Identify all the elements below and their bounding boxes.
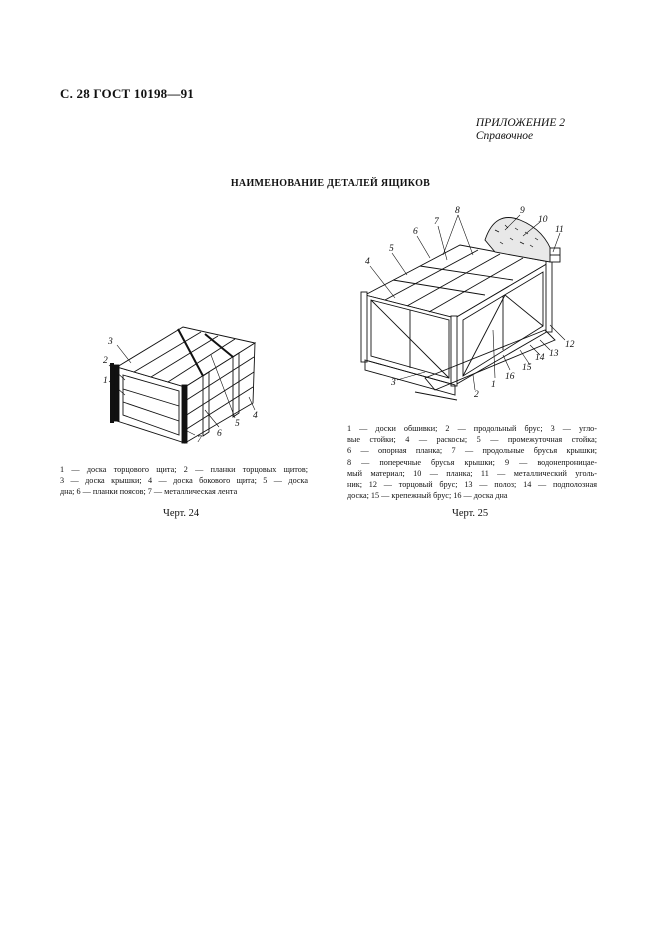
caption-line: вые стойки; 4 — раскосы; 5 — промежуточная стойка; — [347, 435, 597, 445]
appendix-block — [476, 117, 565, 143]
page-header: С. 28 ГОСТ 10198—91 — [60, 86, 194, 101]
fig24-callout-6: 6 — [217, 429, 222, 439]
section-title: НАИМЕНОВАНИЕ ДЕТАЛЕЙ ЯЩИКОВ — [230, 178, 431, 189]
fig24-callout-3: 3 — [108, 337, 113, 347]
fig24-callout-2: 2 — [103, 356, 108, 366]
fig25-callout-12: 12 — [565, 340, 575, 350]
fig25-callout-13: 13 — [549, 349, 559, 359]
caption-line: мый материал; 10 — планка; 11 — металлический уголь- — [347, 468, 597, 478]
fig25-callout-6: 6 — [413, 227, 418, 237]
fig24-callout-5: 5 — [235, 419, 240, 429]
figure-25-caption — [347, 423, 597, 501]
fig25-callout-10: 10 — [538, 215, 548, 225]
fig25-callout-3: 3 — [391, 378, 396, 388]
figure-24-label: Черт. 24 — [163, 508, 200, 519]
fig25-callout-5: 5 — [389, 244, 394, 254]
fig24-callout-1: 1 — [103, 376, 108, 386]
figure-24-drawing — [95, 315, 270, 450]
caption-line: ник; 12 — торцовый брус; 13 — полоз; 14 — подполозная — [347, 480, 597, 490]
fig25-callout-4: 4 — [365, 257, 370, 267]
figure-25-label: Черт. 25 — [452, 508, 489, 519]
fig24-callout-4: 4 — [253, 411, 258, 421]
fig25-callout-11: 11 — [555, 225, 564, 235]
figure-25-drawing — [345, 200, 605, 405]
fig25-callout-1: 1 — [491, 380, 496, 390]
fig25-callout-8: 8 — [455, 206, 460, 216]
appendix-subtitle: Справочное — [475, 130, 534, 142]
fig25-callout-7: 7 — [434, 217, 439, 227]
fig25-callout-15: 15 — [522, 363, 532, 373]
caption-line: дна; 6 — планки поясов; 7 — металлическая лента — [60, 487, 238, 497]
caption-line: 6 — опорная планка; 7 — продольные брусья крышки; — [347, 446, 597, 456]
appendix-title: ПРИЛОЖЕНИЕ 2 — [475, 117, 565, 129]
fig25-callout-2: 2 — [474, 390, 479, 400]
fig25-callout-16: 16 — [505, 372, 515, 382]
fig24-callout-7: 7 — [197, 435, 202, 445]
caption-line: доска; 15 — крепежный брус; 16 — доска дна — [347, 491, 508, 501]
caption-line: 1 — доски обшивки; 2 — продольный брус; 3 — угло- — [347, 424, 597, 433]
caption-line: 1 — доска торцового щита; 2 — планки торцовых щитов; — [60, 465, 308, 474]
fig25-callout-14: 14 — [535, 353, 545, 363]
figure-24-caption — [60, 464, 308, 498]
caption-line: 3 — доска крышки; 4 — доска бокового щита; 5 — доска — [60, 476, 308, 486]
fig25-callout-9: 9 — [520, 206, 525, 216]
caption-line: 8 — поперечные брусья крышки; 9 — водонепроницае- — [347, 457, 597, 467]
